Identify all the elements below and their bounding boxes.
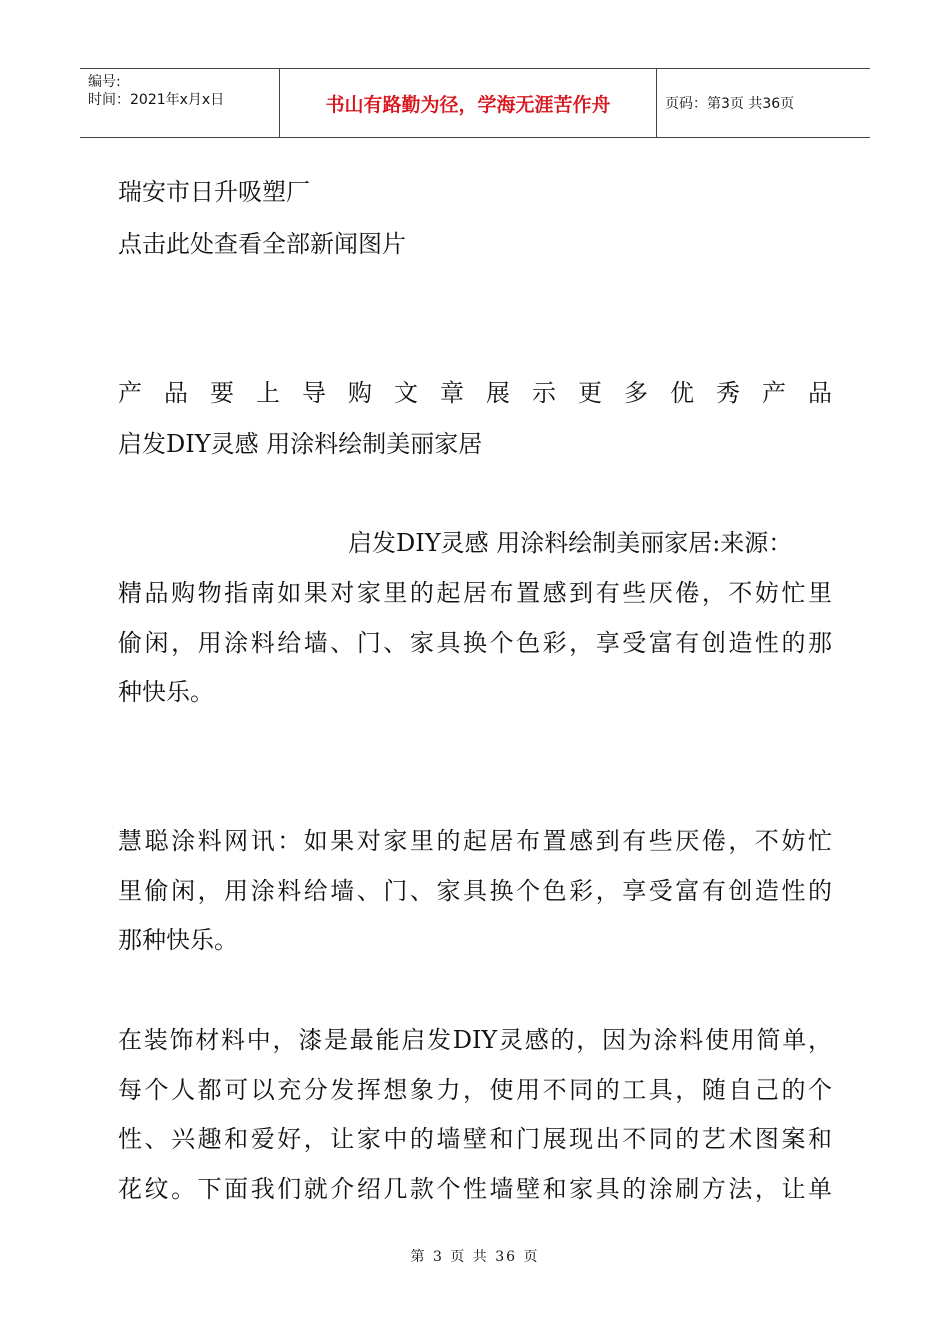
header-motto: 书山有路勤为径，学海无涯苦作舟 [280,69,657,137]
header-page-label: 页码：第3页 共36页 [665,96,795,112]
para3-line4: 花纹。下面我们就介绍几款个性墙壁和家具的涂刷方法，让单 [118,1175,832,1203]
view-all-link[interactable]: 点击此处查看全部新闻图片 [118,230,406,258]
para1-line1: 启发DIY灵感 用涂料绘制美丽家居:来源： [348,529,793,557]
para2-line1: 慧聪涂料网讯：如果对家里的起居布置感到有些厌倦，不妨忙 [118,827,832,855]
date-label: 时间：2021年x月x日 [88,92,225,108]
para3-line3: 性、兴趣和爱好，让家中的墙壁和门展现出不同的艺术图案和 [118,1125,832,1153]
para1-line3: 偷闲，用涂料给墙、门、家具换个色彩，享受富有创造性的那 [118,629,832,657]
header-meta [80,69,280,137]
para1-line2: 精品购物指南如果对家里的起居布置感到有些厌倦，不妨忙里 [118,579,832,607]
para2-line2: 里偷闲，用涂料给墙、门、家具换个色彩，享受富有创造性的 [118,877,832,905]
page-header [80,68,870,138]
para1-line4: 种快乐。 [118,678,214,706]
page-footer: 第 3 页 共 36 页 [410,1249,540,1265]
company-name: 瑞安市日升吸塑厂 [118,178,310,206]
nav-line[interactable]: 产品要上导购文章展示更多优秀产品 [118,379,832,407]
para3-line1: 在装饰材料中，漆是最能启发DIY灵感的，因为涂料使用简单， [118,1026,832,1054]
para2-line3: 那种快乐。 [118,926,238,954]
number-label: 编号: [88,74,121,90]
para3-line2: 每个人都可以充分发挥想象力，使用不同的工具，随自己的个 [118,1076,832,1104]
article-title: 启发DIY灵感 用涂料绘制美丽家居 [118,430,483,458]
